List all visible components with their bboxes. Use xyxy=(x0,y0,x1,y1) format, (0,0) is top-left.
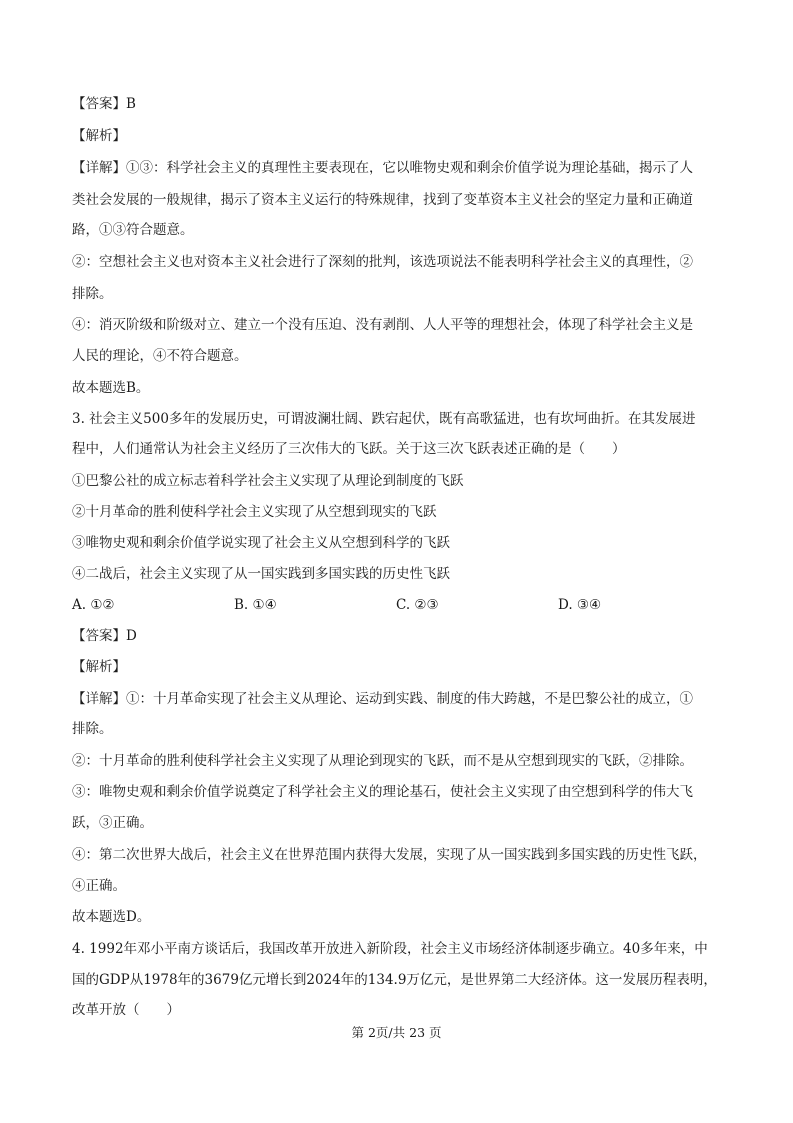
q3-detail-line: ②：十月革命的胜利使科学社会主义实现了从理论到现实的飞跃，而不是从空想到现实的飞跃，②排除。 xyxy=(72,753,693,769)
q2-detail-line: 排除。 xyxy=(72,286,113,302)
q2-detail-line: 人民的理论，④不符合题意。 xyxy=(72,348,248,364)
q3-detail-line: ④正确。 xyxy=(72,878,126,894)
q3-detail-line: ④：第二次世界大战后，社会主义在世界范围内获得大发展，实现了从一国实践到多国实践的历史性飞跃， xyxy=(72,847,707,863)
q3-conclusion: 故本题选D。 xyxy=(72,909,151,925)
q3-options xyxy=(72,595,732,615)
q4-stem-line: 国的GDP从1978年的3679亿元增长到2024年的134.9万亿元，是世界第二大经济体。这一发展历程表明， xyxy=(72,972,717,988)
q3-statement: ②十月革命的胜利使科学社会主义实现了从空想到现实的飞跃 xyxy=(72,504,437,520)
q3-statement: ③唯物史观和剩余价值学说实现了社会主义从空想到科学的飞跃 xyxy=(72,535,450,551)
q3-analysis-label: 【解析】 xyxy=(72,659,126,675)
q3-option-d: D. ③④ xyxy=(558,597,602,613)
q2-conclusion: 故本题选B。 xyxy=(72,380,150,396)
q2-detail-line: ②：空想社会主义也对资本主义社会进行了深刻的批判，该选项说法不能表明科学社会主义的真理性，② xyxy=(72,254,693,270)
q3-statement: ④二战后，社会主义实现了从一国实践到多国实践的历史性飞跃 xyxy=(72,566,450,582)
q3-detail-line: 【详解】①：十月革命实现了社会主义从理论、运动到实践、制度的伟大跨越，不是巴黎公社的成立，① xyxy=(72,691,693,707)
page-number-footer: 第 2页/共 23 页 xyxy=(351,1025,442,1040)
q3-stem-line: 程中，人们通常认为社会主义经历了三次伟大的飞跃。关于这三次飞跃表述正确的是（ ） xyxy=(72,441,626,457)
q3-statement: ①巴黎公社的成立标志着科学社会主义实现了从理论到制度的飞跃 xyxy=(72,473,464,489)
q3-option-b: B. ①④ xyxy=(234,597,277,613)
q4-stem-line: 改革开放（ ） xyxy=(72,1002,180,1018)
q3-option-c: C. ②③ xyxy=(396,597,439,613)
q2-detail-line: 路，①③符合题意。 xyxy=(72,222,194,238)
q3-detail-line: ③：唯物史观和剩余价值学说奠定了科学社会主义的理论基石，使社会主义实现了由空想到科学的伟大飞 xyxy=(72,784,693,800)
q3-detail-line: 跃，③正确。 xyxy=(72,815,153,831)
q2-detail-line: 类社会发展的一般规律，揭示了资本主义运行的特殊规律，找到了变革资本主义社会的坚定力量和正确道 xyxy=(72,192,693,208)
q4-stem-line: 4. 1992年邓小平南方谈话后，我国改革开放进入新阶段，社会主义市场经济体制逐步确立。40多年来，中 xyxy=(72,941,708,957)
q2-detail-line: 【详解】①③：科学社会主义的真理性主要表现在，它以唯物史观和剩余价值学说为理论基础，揭示了人 xyxy=(72,160,693,176)
q2-detail-line: ④：消灭阶级和阶级对立、建立一个没有压迫、没有剥削、人人平等的理想社会，体现了科学社会主义是 xyxy=(72,317,693,333)
q2-analysis-label: 【解析】 xyxy=(72,128,126,144)
q3-detail-line: 排除。 xyxy=(72,721,113,737)
q3-stem-line: 3. 社会主义500多年的发展历史，可谓波澜壮阔、跌宕起伏，既有高歌猛进，也有坎坷曲折。在其发展进 xyxy=(72,411,696,427)
q3-answer: 【答案】D xyxy=(72,628,137,644)
q2-answer: 【答案】B xyxy=(72,96,136,112)
q3-option-a: A. ①② xyxy=(72,597,115,613)
